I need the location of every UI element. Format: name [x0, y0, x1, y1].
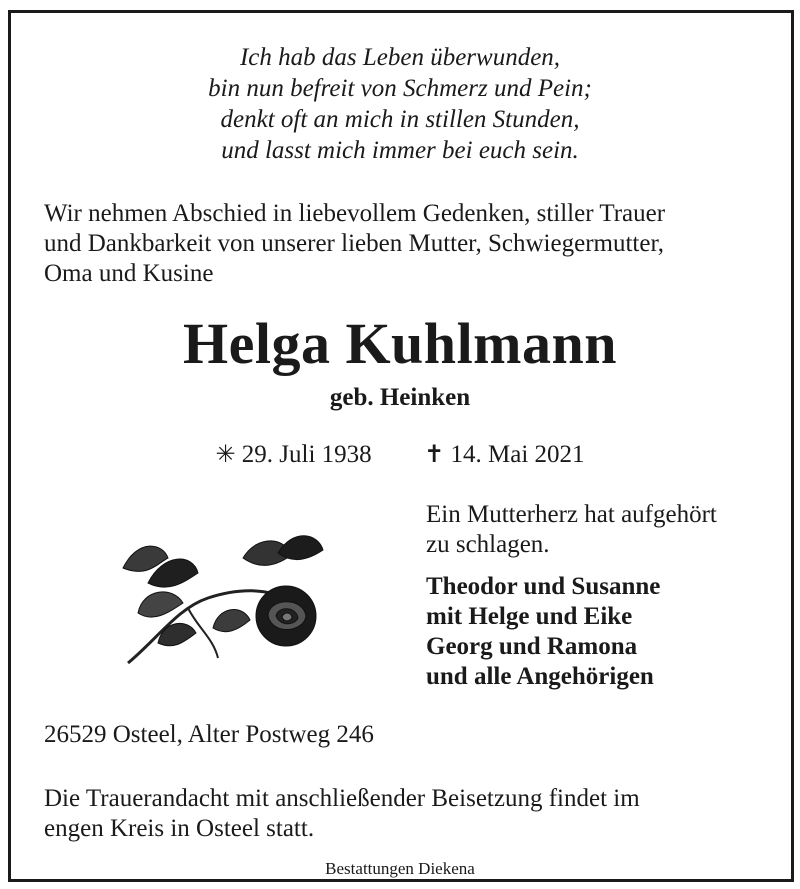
deceased-name: Helga Kuhlmann [182, 311, 618, 376]
death-date: 14. Mai 2021 [450, 441, 585, 468]
intro-line: Oma und Kusine [44, 260, 214, 287]
funeral-home-name: Bestattungen Diekena [317, 859, 483, 878]
poem-line: Ich hab das Leben überwunden, [239, 44, 561, 71]
poem-line: bin nun befreit von Schmerz und Pein; [208, 75, 592, 102]
family-address: 26529 Osteel, Alter Postweg 246 [44, 721, 374, 748]
intro-line: und Dankbarkeit von unserer lieben Mutter, Schwiegermutter, [44, 230, 665, 257]
right-column [426, 500, 766, 692]
ceremony-notice [44, 784, 760, 844]
mourners-list [426, 572, 766, 692]
poem-line: denkt oft an mich in stillen Stunden, [220, 106, 580, 133]
mourner-line: und alle Angehörigen [426, 663, 654, 690]
maiden-name: geb. Heinken [329, 384, 471, 411]
rose-illustration-icon [118, 528, 338, 673]
life-dates [0, 440, 800, 470]
epitaph-line: Ein Mutterherz hat aufgehört [426, 501, 717, 528]
poem [0, 42, 800, 166]
ceremony-line: Die Trauerandacht mit anschließender Beisetzung findet im [44, 785, 640, 812]
mourner-line: mit Helge und Eike [426, 603, 633, 630]
ceremony-line: engen Kreis in Osteel statt. [44, 815, 315, 842]
mourner-line: Georg und Ramona [426, 633, 638, 660]
intro-text [44, 199, 760, 289]
epitaph-line: zu schlagen. [426, 531, 550, 558]
intro-line: Wir nehmen Abschied in liebevollem Gedenken, stiller Trauer [44, 200, 666, 227]
death-cross-icon: ✝ [424, 442, 445, 468]
birth-date: 29. Juli 1938 [241, 441, 372, 468]
birth-star-icon: ✳ [215, 442, 236, 468]
funeral-home-footer [0, 860, 800, 877]
mourner-line: Theodor und Susanne [426, 573, 661, 600]
poem-line: und lasst mich immer bei euch sein. [221, 137, 579, 164]
